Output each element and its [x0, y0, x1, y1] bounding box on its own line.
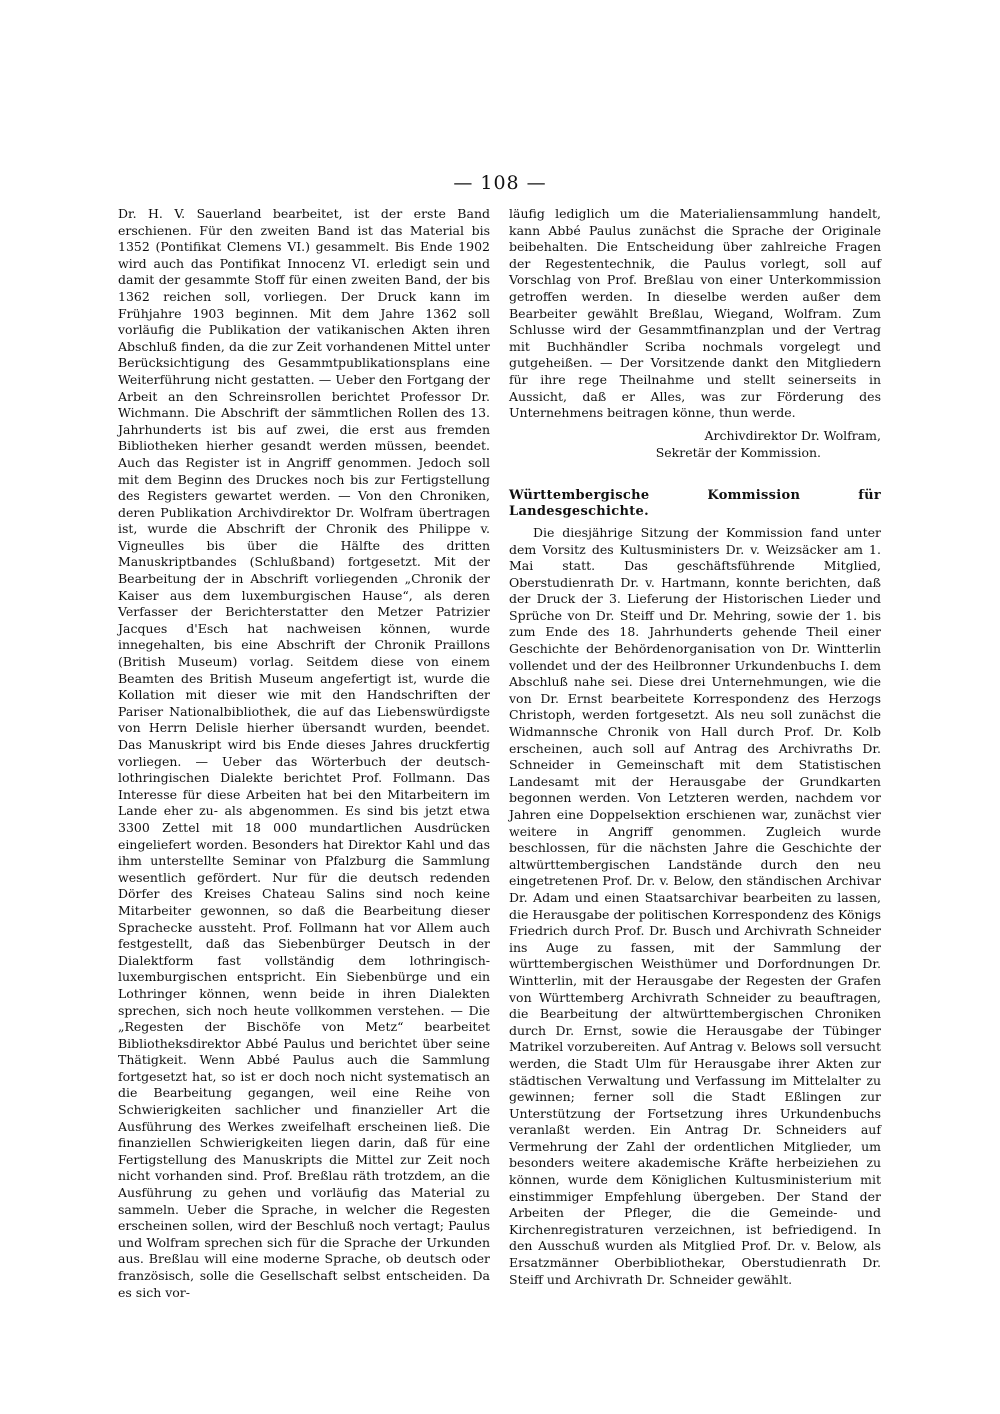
left-column: [118, 206, 490, 1301]
right-column-text-continuation: läufig lediglich um die Materialiensammlung handelt, kann Abbé Paulus zunächst die Sprache der Originale beibehalten. Die Entscheidung über zahlreiche Fragen der Regestentechnik, die Paulus vorlegt, soll auf Vorschlag von Prof. Breßlau von einer Unterkommission getroffen werden. In dieselbe werden außer dem Bearbeiter gewählt Breßlau, Wiegand, Wolfram. Zum Schlusse wird der Gesammtfinanzplan und der Vertrag mit Buchhändler Scriba nochmals vorgelegt und gutgeheißen. — Der Vorsitzende dankt den Mitgliedern für ihre rege Theilnahme und stellt seinerseits in Aussicht, daß er Alles, was zur Förderung des Unternehmens beitragen könne, thun werde.: [509, 206, 881, 421]
signature-block: [509, 427, 881, 462]
signature-title: Sekretär der Kommission.: [655, 445, 821, 461]
right-column: [509, 206, 881, 1288]
section-heading: Württembergische Kommission für Landesgeschichte.: [509, 487, 881, 520]
signature-name: Archivdirektor Dr. Wolfram,: [704, 427, 881, 443]
section-body-text: Die diesjährige Sitzung der Kommission fand unter dem Vorsitz des Kultusministers Dr. v. Weizsäcker am 1. Mai statt. Das geschäftsführende Mitglied, Oberstudienrath Dr. v. Hartmann, konnte berichten, daß der Druck der 3. Lieferung der Historischen Lieder und Sprüche von Dr. Steiff und Dr. Mehring, sowie der 1. bis zum Ende des 18. Jahrhunderts gehende Theil einer Geschichte der Behördenorganisation von Dr. Wintterlin vollendet und der des Heilbronner Urkundenbuchs I. dem Abschluß nahe sei. Diese drei Unternehmungen, wie die von Dr. Ernst bearbeitete Korrespondenz des Herzogs Christoph, werden fortgesetzt. Als neu soll zunächst die Widmannsche Chronik von Hall durch Prof. Dr. Kolb erscheinen, auch soll auf Antrag des Archivraths Dr. Schneider in Gemeinschaft mit dem Statistischen Landesamt mit der Herausgabe der Grundkarten begonnen werden. Von Letzteren werden, nachdem vor Jahren eine Doppelsektion erschienen war, zunächst vier weitere in Angriff genommen. Zugleich wurde beschlossen, für die nächsten Jahre die Geschichte der altwürttembergischen Landstände durch den neu eingetretenen Prof. Dr. v. Below, den ständischen Archivar Dr. Adam und einen Staatsarchivar bearbeiten zu lassen, die Herausgabe der politischen Korrespondenz des Königs Friedrich durch Prof. Dr. Busch und Archivrath Schneider ins Auge zu fassen, mit der Sammlung der württembergischen Weisthümer und Dorfordnungen Dr. Wintterlin, mit der Herausgabe der Regesten der Grafen von Württemberg Archivrath Schneider zu beauftragen, die Bearbeitung der altwürttembergischen Chroniken durch Dr. Ernst, sowie die Herausgabe der Tübinger Matrikel vorzubereiten. Auf Antrag v. Belows soll versucht werden, die Stadt Ulm für Herausgabe ihrer Akten zur städtischen Verwaltung und Verfassung im Mittelalter zu gewinnen; ferner soll die Stadt Eßlingen zur Unterstützung der Fortsetzung ihres Urkundenbuchs veranlaßt werden. Ein Antrag Dr. Schneiders auf Vermehrung der Zahl der ordentlichen Mitglieder, um besonders weitere akademische Kräfte herbeiziehen zu können, wurde dem Königlichen Kultusministerium mit einstimmiger Empfehlung übergeben. Der Stand der Arbeiten der Pfleger, die die Gemeinde- und Kirchenregistraturen verzeichnen, ist befriedigend. In den Ausschuß wurden als Mitglied Prof. Dr. v. Below, als Ersatzmänner Oberbibliothekar, Oberstudienrath Dr. Steiff und Archivrath Dr. Schneider gewählt.: [509, 524, 881, 1287]
left-column-text: Dr. H. V. Sauerland bearbeitet, ist der erste Band erschienen. Für den zweiten Band ist das Material bis 1352 (Pontifikat Clemens VI.) gesammelt. Bis Ende 1902 wird auch das Pontifikat Innocenz VI. erledigt sein und damit der gesammte Stoff für einen zweiten Band, der bis 1362 reichen soll, vorliegen. Der Druck kann im Frühjahre 1903 beginnen. Mit dem Jahre 1362 soll vorläufig die Publikation der vatikanischen Akten ihren Abschluß finden, da die zur Zeit vorhandenen Mittel unter Berücksichtigung des Gesammtpublikationsplans eine Weiterführung nicht gestatten. — Ueber den Fortgang der Arbeit an den Schreinsrollen berichtet Professor Dr. Wichmann. Die Abschrift der sämmtlichen Rollen des 13. Jahrhunderts ist bis auf zwei, die erst aus fremden Bibliotheken hierher gesandt werden müssen, beendet. Auch das Register ist in Angriff genommen. Jedoch soll mit dem Beginn des Druckes noch bis zur Fertigstellung des Registers gewartet werden. — Von den Chroniken, deren Publikation Archivdirektor Dr. Wolfram übertragen ist, wurde die Abschrift der Chronik des Philippe v. Vigneulles bis über die Hälfte des dritten Manuskriptbandes (Schlußband) fortgesetzt. Mit der Bearbeitung der in Abschrift vorliegenden „Chronik der Kaiser aus dem luxemburgischen Hause“, als deren Verfasser der Berichterstatter den Metzer Patrizier Jacques d'Esch hat nachweisen können, wurde innegehalten, bis eine Abschrift der Chronik Praillons (British Museum) vorlag. Seitdem diese von einem Beamten des British Museum angefertigt ist, wurde die Kollation mit dieser wie mit den Handschriften der Pariser Nationalbibliothek, die auf das Liebenswürdigste von Herrn Delisle hierher übersandt wurden, beendet. Das Manuskript wird bis Ende dieses Jahres druckfertig vorliegen. — Ueber das Wörterbuch der deutsch-lothringischen Dialekte berichtet Prof. Follmann. Das Interesse für diese Arbeiten hat bei den Mitarbeitern im Lande eher zu- als abgenommen. Es sind bis jetzt etwa 3300 Zettel mit 18 000 mundartlichen Ausdrücken eingeliefert worden. Besonders hat Direktor Kahl und das ihm unterstellte Seminar von Pfalzburg die Sammlung wesentlich gefördert. Nur für die deutsch redenden Dörfer des Kreises Chateau Salins sind noch keine Mitarbeiter gewonnen, so daß die Bearbeitung dieser Sprachecke aussteht. Prof. Follmann hat vor Allem auch festgestellt, daß das Siebenbürger Deutsch in der Dialektform fast vollständig dem lothringisch-luxemburgischen entspricht. Ein Siebenbürge und ein Lothringer können, wenn beide in ihren Dialekten sprechen, sich noch heute vollkommen verstehen. — Die „Regesten der Bischöfe von Metz“ bearbeitet Bibliotheksdirektor Abbé Paulus und berichtet über seine Thätigkeit. Wenn Abbé Paulus auch die Sammlung fortgesetzt hat, so ist er doch noch nicht systematisch an die Bearbeitung gegangen, weil eine Reihe von Schwierigkeiten sachlicher und finanzieller Art die Ausführung des Werkes zweifelhaft erscheinen ließ. Die finanziellen Schwierigkeiten liegen darin, daß für eine Fertigstellung des Manuskripts die Mittel zur Zeit noch nicht vorhanden sind. Prof. Breßlau räth trotzdem, an die Ausführung zu gehen und vorläufig das Material zu sammeln. Ueber die Sprache, in welcher die Regesten erscheinen sollen, wird der Beschluß noch vertagt; Paulus und Wolfram sprechen sich für die Sprache der Urkunden aus. Breßlau will eine moderne Sprache, ob deutsch oder französisch, solle die Gesellschaft selbst entscheiden. Da es sich vor-: [118, 206, 490, 1300]
page-number: — 108 —: [453, 172, 547, 194]
